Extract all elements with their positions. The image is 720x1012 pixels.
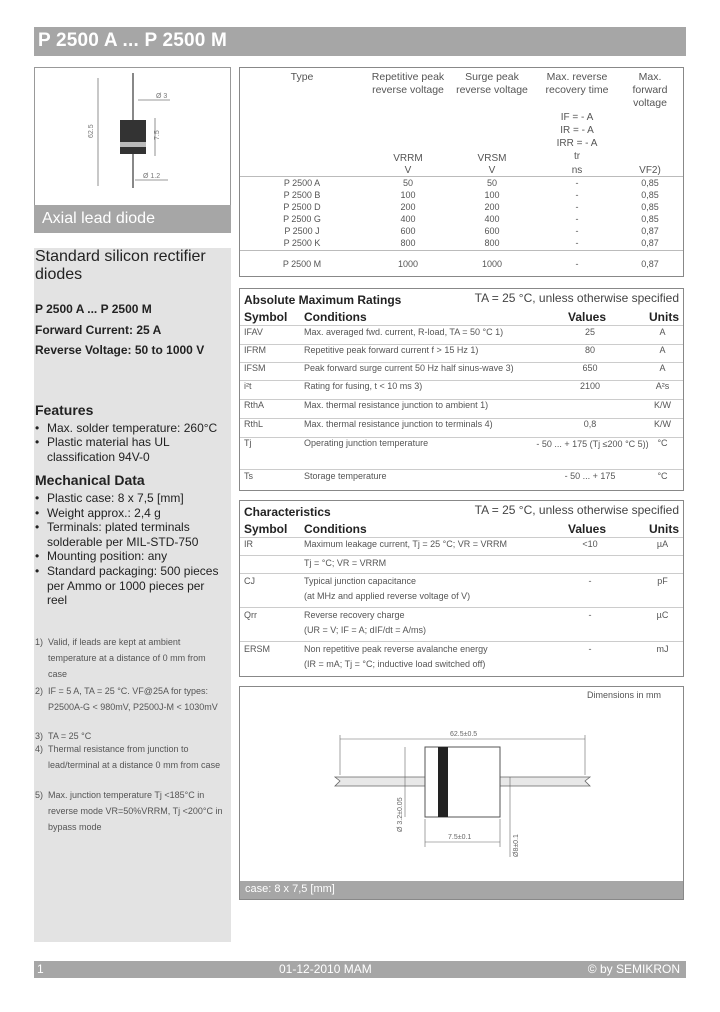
char-title: Characteristics bbox=[244, 505, 331, 519]
image-caption: Axial lead diode bbox=[42, 210, 155, 227]
cell-sym: IFSM bbox=[244, 363, 266, 373]
footnote-text: TA = 25 °C bbox=[48, 731, 92, 741]
bullet: • bbox=[35, 549, 40, 563]
cell-unit: µC bbox=[656, 610, 669, 620]
divider bbox=[240, 469, 683, 470]
cell-vf: 0,85 bbox=[641, 178, 659, 188]
footnote-text: Thermal resistance from junction to lead/terminal at a distance 0 mm from case bbox=[48, 744, 221, 770]
cell-val: 650 bbox=[582, 363, 598, 373]
feature-text: Plastic material has UL classification 94V-0 bbox=[47, 435, 170, 464]
cell-trr: - bbox=[575, 259, 579, 269]
cell-vrrm: 1000 bbox=[397, 259, 419, 269]
cell-sym: i²t bbox=[244, 381, 252, 391]
cell-type: P 2500 A bbox=[283, 178, 321, 188]
mech-text: Mounting position: any bbox=[47, 549, 168, 563]
cell-cond: Storage temperature bbox=[304, 471, 387, 481]
trr-cond-tr: tr bbox=[573, 151, 581, 162]
cell-trr: - bbox=[575, 226, 579, 236]
footer-bar bbox=[34, 961, 686, 978]
cell-cond: Repetitive peak forward current f > 15 Hz 1) bbox=[304, 345, 479, 355]
cell-vf: 0,87 bbox=[641, 259, 659, 269]
cell-vf: 0,85 bbox=[641, 214, 659, 224]
char-conditions: TA = 25 °C, unless otherwise specified bbox=[474, 503, 679, 517]
dim-body-length: 7.5±0.1 bbox=[448, 834, 472, 841]
cell-cond: Max. thermal resistance junction to terminals 4) bbox=[304, 419, 493, 429]
case-bar bbox=[240, 881, 683, 899]
mech-text: Weight approx.: 2,4 g bbox=[47, 506, 161, 520]
cell-val: <10 bbox=[582, 539, 598, 549]
cell-sym: Tj bbox=[244, 438, 252, 448]
amr-col-values: Values bbox=[568, 310, 607, 324]
cell-vrrm: 600 bbox=[400, 226, 416, 236]
mech-text: Standard packaging: 500 pieces per Ammo or 1000 pieces per reel bbox=[47, 564, 219, 607]
dim-total-length: 62.5±0.5 bbox=[450, 731, 478, 738]
cell-cond2: (UR = V; IF = A; dIF/dt = A/ms) bbox=[304, 625, 426, 635]
dim-dia: Ø 3 bbox=[156, 93, 168, 100]
divider bbox=[240, 555, 683, 556]
cell-sym: IR bbox=[244, 539, 253, 549]
dimension-drawing bbox=[240, 687, 683, 877]
trr-cond-ir: IR = - A bbox=[560, 125, 594, 136]
part-range: P 2500 A ... P 2500 M bbox=[35, 302, 152, 316]
dim-length: 62.5 bbox=[88, 124, 95, 138]
char-col-conditions: Conditions bbox=[304, 522, 367, 536]
cell-cond2: (IR = mA; Tj = °C; inductive load switched off) bbox=[304, 659, 486, 669]
amr-table bbox=[239, 288, 684, 491]
cell-vrrm: 100 bbox=[400, 190, 416, 200]
cell-vrsm: 600 bbox=[484, 226, 500, 236]
divider bbox=[240, 607, 683, 608]
dim-body-dia: Ø 3.2±0.05 bbox=[397, 797, 404, 832]
sym-vrrm: VRRM bbox=[393, 153, 423, 164]
cell-val: 25 bbox=[584, 327, 595, 337]
cell-vf: 0,87 bbox=[641, 226, 659, 236]
cell-unit: A bbox=[659, 327, 666, 337]
cell-vrsm: 800 bbox=[484, 238, 500, 248]
footer-copyright: © by SEMIKRON bbox=[587, 962, 680, 976]
footnote-number: 5) bbox=[35, 790, 44, 800]
cell-type: P 2500 J bbox=[284, 226, 320, 236]
image-caption-bar bbox=[34, 205, 231, 233]
cell-val: 0,8 bbox=[583, 419, 597, 429]
th-vf: Max. forward voltage bbox=[632, 71, 668, 109]
cell-type: P 2500 D bbox=[283, 202, 321, 212]
trr-cond-irr: IRR = - A bbox=[556, 138, 598, 149]
divider bbox=[240, 250, 683, 251]
cell-val: 80 bbox=[584, 345, 595, 355]
footnote-text: IF = 5 A, TA = 25 °C. VF@25A for types: P2500A-G < 980mV, P2500J-M < 1030mV bbox=[48, 686, 218, 712]
footnote-number: 3) bbox=[35, 731, 44, 741]
cell-unit: °C bbox=[657, 438, 668, 448]
reverse-voltage: Reverse Voltage: 50 to 1000 V bbox=[35, 343, 205, 357]
th-repetitive: Repetitive peak reverse voltage bbox=[371, 71, 445, 96]
amr-col-symbol: Symbol bbox=[244, 310, 288, 324]
product-heading bbox=[35, 248, 230, 284]
dim-lead-dia: Ø8±0.1 bbox=[513, 834, 520, 857]
cell-unit: °C bbox=[657, 471, 668, 481]
amr-col-units: Units bbox=[649, 310, 679, 324]
cell-sym: IFRM bbox=[244, 345, 266, 355]
bullet: • bbox=[35, 564, 40, 578]
dims-label: Dimensions in mm bbox=[586, 690, 661, 700]
divider bbox=[240, 573, 683, 574]
cell-type: P 2500 K bbox=[283, 238, 321, 248]
footnote-text: Max. junction temperature Tj <185°C in reverse mode VR=50%VRRM, Tj <200°C in bypass mode bbox=[48, 790, 223, 832]
unit-vrsm: V bbox=[488, 165, 496, 176]
dim-lead: Ø 1.2 bbox=[143, 173, 161, 180]
cell-cond2: (at MHz and applied reverse voltage of V) bbox=[304, 591, 471, 601]
amr-title: Absolute Maximum Ratings bbox=[244, 293, 402, 307]
cell-sym: IFAV bbox=[244, 327, 263, 337]
cell-vrrm: 400 bbox=[400, 214, 416, 224]
char-col-values: Values bbox=[568, 522, 607, 536]
page-title: P 2500 A ... P 2500 M bbox=[38, 30, 228, 51]
cell-vrsm: 1000 bbox=[481, 259, 503, 269]
cell-cond: Operating junction temperature bbox=[304, 438, 429, 448]
cell-cond: Max. averaged fwd. current, R-load, TA = 50 °C 1) bbox=[304, 327, 504, 337]
cell-val: 2100 bbox=[579, 381, 601, 391]
cell-sym: CJ bbox=[244, 576, 255, 586]
cell-trr: - bbox=[575, 190, 579, 200]
divider bbox=[240, 176, 683, 177]
cell-sym: ERSM bbox=[244, 644, 271, 654]
cell-val: - 50 ... + 175 (Tj ≤200 °C 5)) bbox=[536, 439, 649, 449]
cell-cond: Tj = °C; VR = VRRM bbox=[304, 558, 387, 568]
type-table bbox=[239, 67, 684, 277]
mech-text: Terminals: plated terminals solderable per MIL-STD-750 bbox=[47, 520, 199, 549]
cell-unit: A bbox=[659, 345, 666, 355]
cell-type: P 2500 M bbox=[282, 259, 322, 269]
cell-unit: µA bbox=[656, 539, 669, 549]
cell-sym: Ts bbox=[244, 471, 253, 481]
cell-val: - bbox=[588, 644, 592, 654]
bullet: • bbox=[35, 421, 40, 435]
char-table bbox=[239, 500, 684, 677]
cell-unit: A²s bbox=[655, 381, 670, 391]
dimensions-box bbox=[239, 686, 684, 900]
char-col-units: Units bbox=[649, 522, 679, 536]
unit-trr: ns bbox=[571, 165, 583, 176]
cell-trr: - bbox=[575, 214, 579, 224]
cell-vrrm: 800 bbox=[400, 238, 416, 248]
cell-cond: Reverse recovery charge bbox=[304, 610, 405, 620]
unit-vrrm: V bbox=[404, 165, 412, 176]
case-label: case: 8 x 7,5 [mm] bbox=[245, 883, 335, 895]
cell-vf: 0,85 bbox=[641, 202, 659, 212]
dim-body: 7.5 bbox=[154, 130, 161, 140]
footnote-number: 2) bbox=[35, 686, 44, 696]
cell-vrsm: 100 bbox=[484, 190, 500, 200]
page-number: 1 bbox=[37, 962, 44, 976]
cell-unit: K/W bbox=[654, 400, 671, 410]
cell-type: P 2500 B bbox=[283, 190, 321, 200]
cell-unit: K/W bbox=[654, 419, 671, 429]
mech-title: Mechanical Data bbox=[35, 472, 145, 488]
sym-vrsm: VRSM bbox=[477, 153, 507, 164]
cell-vrrm: 200 bbox=[400, 202, 416, 212]
th-trr: Max. reverse recovery time bbox=[545, 71, 609, 96]
cell-cond: Non repetitive peak reverse avalanche energy bbox=[304, 644, 488, 654]
cell-vrrm: 50 bbox=[402, 178, 413, 188]
cell-unit: A bbox=[659, 363, 666, 373]
cell-cond: Maximum leakage current, Tj = 25 °C; VR = VRRM bbox=[304, 539, 508, 549]
cell-val: - bbox=[588, 610, 592, 620]
divider bbox=[240, 641, 683, 642]
footnote-number: 4) bbox=[35, 744, 44, 754]
cell-vrsm: 400 bbox=[484, 214, 500, 224]
cell-trr: - bbox=[575, 178, 579, 188]
cell-sym: RthL bbox=[244, 419, 264, 429]
cell-vf: 0,87 bbox=[641, 238, 659, 248]
divider bbox=[240, 537, 683, 538]
amr-conditions: TA = 25 °C, unless otherwise specified bbox=[474, 291, 679, 305]
cell-unit: mJ bbox=[656, 644, 669, 654]
cell-unit: pF bbox=[657, 576, 668, 586]
cell-sym: Qrr bbox=[244, 610, 257, 620]
diode-drawing bbox=[35, 68, 230, 208]
cell-cond: Typical junction capacitance bbox=[304, 576, 417, 586]
cell-vrsm: 50 bbox=[486, 178, 497, 188]
bullet: • bbox=[35, 491, 40, 505]
divider bbox=[240, 325, 683, 326]
cell-val: - bbox=[588, 576, 592, 586]
trr-cond-if: IF = - A bbox=[560, 112, 594, 123]
heading-line2: diodes bbox=[35, 266, 83, 283]
th-surge: Surge peak reverse voltage bbox=[456, 71, 528, 96]
cell-cond: Max. thermal resistance junction to ambient 1) bbox=[304, 400, 489, 410]
cell-cond: Peak forward surge current 50 Hz half sinus-wave 3) bbox=[304, 363, 514, 373]
th-type: Type bbox=[290, 71, 314, 83]
title-bar bbox=[34, 27, 686, 56]
heading-line1: Standard silicon rectifier bbox=[35, 248, 206, 265]
bullet: • bbox=[35, 435, 40, 449]
cell-vf: 0,85 bbox=[641, 190, 659, 200]
char-col-symbol: Symbol bbox=[244, 522, 288, 536]
bullet: • bbox=[35, 506, 40, 520]
cell-cond: Rating for fusing, t < 10 ms 3) bbox=[304, 381, 423, 391]
footnote-text: Valid, if leads are kept at ambient temperature at a distance of 0 mm from case bbox=[48, 637, 206, 679]
cell-trr: - bbox=[575, 238, 579, 248]
cell-type: P 2500 G bbox=[283, 214, 321, 224]
sym-vf: VF2) bbox=[639, 165, 661, 176]
cell-trr: - bbox=[575, 202, 579, 212]
footer-date: 01-12-2010 MAM bbox=[279, 962, 372, 976]
mech-text: Plastic case: 8 x 7,5 [mm] bbox=[47, 491, 184, 505]
feature-text: Max. solder temperature: 260°C bbox=[47, 421, 218, 435]
footnote-number: 1) bbox=[35, 637, 44, 647]
features-title: Features bbox=[35, 402, 94, 418]
amr-col-conditions: Conditions bbox=[304, 310, 367, 324]
cell-sym: RthA bbox=[244, 400, 265, 410]
bullet: • bbox=[35, 520, 40, 534]
cell-val: - 50 ... + 175 bbox=[564, 471, 616, 481]
forward-current: Forward Current: 25 A bbox=[35, 323, 162, 337]
cell-vrsm: 200 bbox=[484, 202, 500, 212]
